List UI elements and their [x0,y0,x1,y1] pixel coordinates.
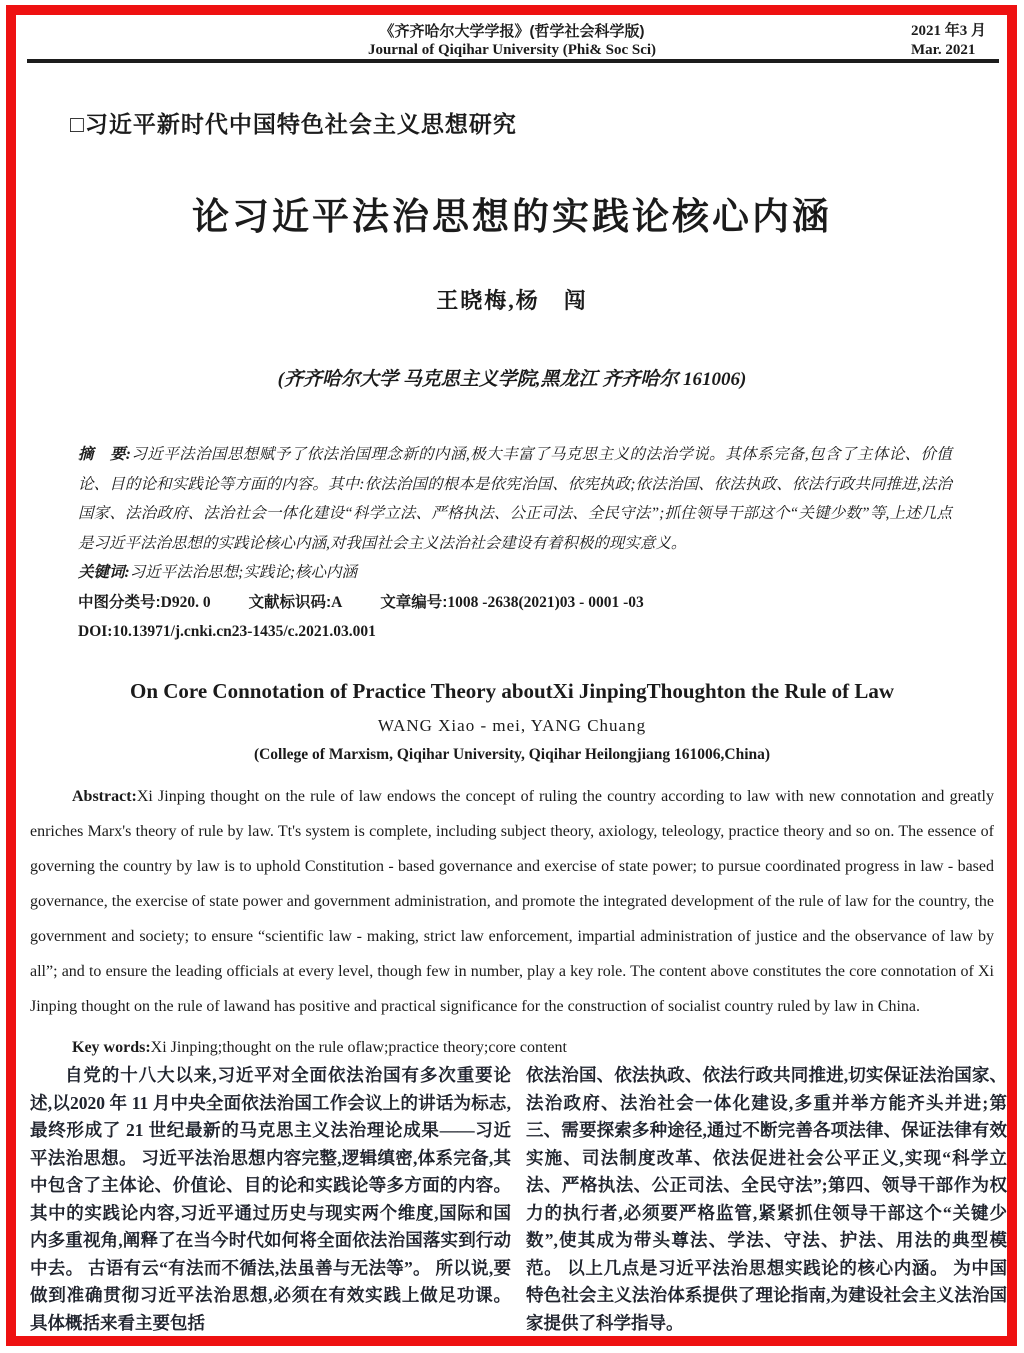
abstract-en-label: Abstract: [72,788,137,805]
doc-code-label: 文献标识码: [248,593,332,611]
keywords-cn-label: 关键词: [78,564,130,581]
abstract-en-text: Xi Jinping thought on the rule of law endows the concept of ruling the country according to law with new connotation and greatly enriches Marx's theory of rule by law. Tt's system is complete, including subject theory, axiology, teleology, practice theory and so on. The essence of governing the country by law is to uphold Constitution - based governance and exercise of state power; to pursue coordinated progress in law - based governance, the exercise of state power and government administration, and promote the integrated development of the rule of law for the country, the government and society; to ensure “scientific law - making, strict law enforcement, impartial administration of justice and the observance of law by all”; and to ensure the leading officials at every level, though few in number, play a key role. The content above constitutes the core connotation of Xi Jinping thought on the rule of lawand has positive and practical significance for the construction of socialist country ruled by law in China. [30,788,994,1015]
issue-date-en: Mar. 2021 [910,42,976,58]
abstract-cn-text: 习近平法治国思想赋予了依法治国理念新的内涵,极大丰富了马克思主义的法治学说。其体系完备,包含了主体论、价值论、目的论和实践论等方面的内容。其中:依法治国的根本是依宪治国、依宪执政;依法治国、依法执政、依法行政共同推进,法治国家、法治政府、法治社会一体化建设“科学立法、严格执法、公正司法、全民守法”;抓住领导干部这个“关键少数”等,上述几点是习近平法治思想的实践论核心内涵,对我国社会主义法治社会建设有着积极的现实意义。 [78,446,952,552]
issue-date [911,22,986,60]
abstract-cn-block [78,440,952,647]
column-section-label: □习近平新时代中国特色社会主义思想研究 [70,111,517,137]
abstract-cn-label: 摘 要: [78,446,131,463]
abstract-en-paragraph [30,779,994,1024]
english-affiliation: (College of Marxism, Qiqihar University, Qiqihar Heilongjiang 161006,China) [253,746,771,763]
keywords-en-line [30,1030,994,1065]
keywords-cn-text: 习近平法治思想;实践论;核心内涵 [129,564,357,581]
doc-code-value: A [331,593,343,611]
doi-line: DOI:10.13971/j.cnki.cn23-1435/c.2021.03.001 [78,623,376,640]
keywords-en-label: Key words: [72,1039,151,1056]
header-divider [27,59,999,63]
keywords-cn-line [78,558,952,588]
classification-line [78,588,952,618]
journal-title-cn: 《齐齐哈尔大学学报》(哲学社会科学版) [379,23,645,40]
body-right-column [526,1062,1007,1337]
journal-header [0,22,1024,60]
article-id-label: 文章编号: [380,593,448,611]
clc-value: D920. 0 [160,593,211,611]
body-left-paragraph: 自党的十八大以来,习近平对全面依法治国有多次重要论述,以2020 年 11 月中央全面依法治国工作会议上的讲话为标志,最终形成了 21 世纪最新的马克思主义法治理论成果——习近平法治思想。 习近平法治思想内容完整,逻辑缜密,体系完备,其中包含了主体论、价值论、目的论和实践论等多方面的内容。 其中的实践论内容,习近平通过历史与现实两个维度,国际和国内多重视角,阐释了在当今时代如何将全面依法治国落实到行动中去。 古语有云“有法而不循法,法虽善与无法等”。 所以说,要做到准确贯彻习近平法治思想,必须在有效实践上做足功课。 具体概括来看主要包括 [30,1065,511,1333]
abstract-cn-paragraph [78,440,952,558]
article-id-value: 1008 -2638(2021)03 - 0001 -03 [447,593,644,611]
keywords-en-text: Xi Jinping;thought on the rule oflaw;practice theory;core content [150,1039,567,1056]
article-affiliation: (齐齐哈尔大学 马克思主义学院,黑龙江 齐齐哈尔 161006) [277,369,747,390]
clc-label: 中图分类号: [78,593,161,611]
article-authors: 王晓梅,杨 闯 [436,288,588,313]
body-two-columns [30,1062,1008,1337]
body-right-paragraph: 依法治国、依法执政、依法行政共同推进,切实保证法治国家、法治政府、法治社会一体化建设,多重并举方能齐头并进;第三、需要探索多种途径,通过不断完善各项法律、保证法律有效实施、司法制度改革、依法促进社会公平正义,实现“科学立法、严格执法、公正司法、全民守法”;第四、领导干部作为权力的执行者,必须要严格监管,紧紧抓住领导干部这个“关键少数”,使其成为带头尊法、学法、守法、护法、用法的典型模范。 以上几点是习近平法治思想实践论的核心内涵。 为中国特色社会主义法治体系提供了理论指南,为建设社会主义法治国家提供了科学指导。 [526,1065,1007,1333]
issue-date-cn: 2021 年3 月 [910,23,986,39]
article-title: 论习近平法治思想的实践论核心内涵 [192,196,832,237]
abstract-en-block [30,779,994,1065]
body-left-column [30,1062,511,1337]
journal-title-en: Journal of Qiqihar University (Phi& Soc Sci) [367,42,657,58]
english-authors: WANG Xiao - mei, YANG Chuang [377,716,647,735]
english-title: On Core Connotation of Practice Theory aboutXi JinpingThoughton the Rule of Law [129,679,895,703]
